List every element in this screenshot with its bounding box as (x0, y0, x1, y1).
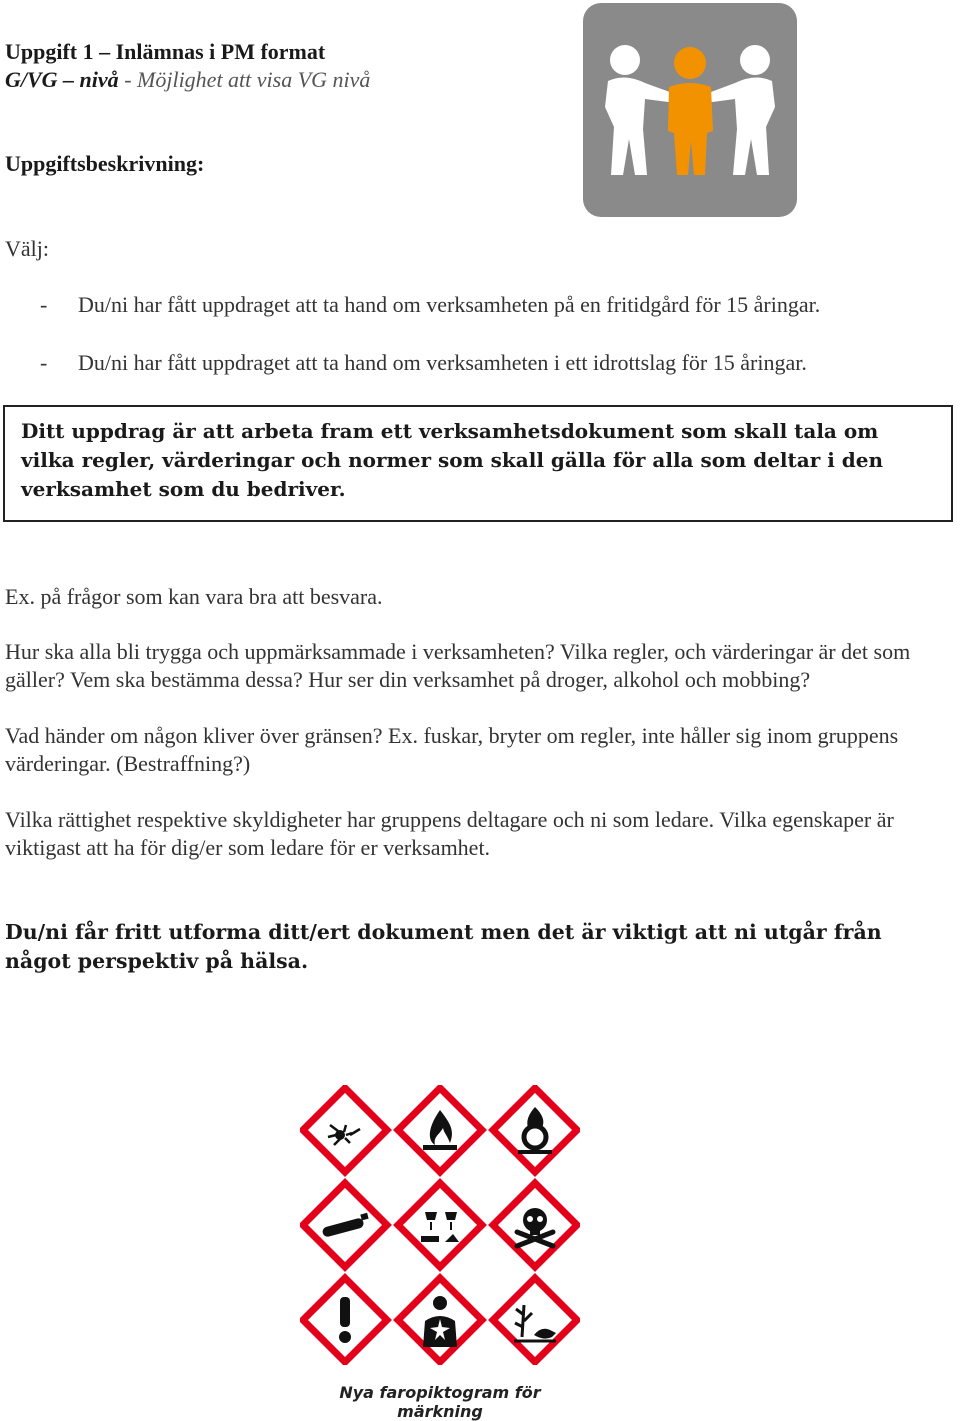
level-line (5, 67, 370, 93)
gas-cylinder-icon (303, 1183, 387, 1267)
final-note: Du/ni får fritt utforma ditt/ert dokument men det är viktigt att ni utgår från något perspektiv på hälsa. (5, 920, 882, 973)
toxic-skull-icon (493, 1183, 577, 1267)
level-label: G/VG – nivå (5, 67, 119, 92)
exclamation-icon (303, 1278, 387, 1362)
level-note: - Möjlighet att visa VG nivå (118, 67, 371, 92)
environment-icon (493, 1278, 577, 1362)
question-paragraph: Hur ska alla bli trygga och uppmärksammade i verksamheten? Vilka regler, och värderingar är det som gäller? Vem ska bestämma dessa? Hur ser din verksamhet på droger, alkohol och mobbing? (5, 639, 911, 692)
flammable-icon (398, 1088, 482, 1172)
option-text: Du/ni har fått uppdraget att ta hand om verksamheten på en fritidgård för 15 åringar. (78, 292, 821, 317)
question-paragraph: Vilka rättighet respektive skyldigheter har gruppens deltagare och ni som ledare. Vilka egenskaper är viktigast att ha för dig/er som ledare för er verksamhet. (5, 807, 894, 860)
option-text: Du/ni har fått uppdraget att ta hand om verksamheten i ett idrottslag för 15 åringar. (78, 350, 807, 375)
option-item: - Du/ni har fått uppdraget att ta hand om verksamheten i ett idrottslag för 15 åringar. (40, 350, 807, 375)
oxidizing-icon (493, 1088, 577, 1172)
examples-intro: Ex. på frågor som kan vara bra att besvara. (5, 584, 383, 609)
group-people-icon (583, 3, 797, 217)
assignment-text: Ditt uppdrag är att arbeta fram ett verksamhetsdokument som skall tala om vilka regler, värderingar och normer som skall gälla för alla som deltar i den verksamhet som du bedriver. (21, 419, 884, 501)
question-paragraph: Vad händer om någon kliver över gränsen? Ex. fuskar, bryter om regler, inte håller sig inom gruppens värderingar. (Bestraffning?) (5, 723, 899, 776)
hazard-pictograms (300, 1085, 580, 1365)
health-hazard-icon (398, 1278, 482, 1362)
choose-label: Välj: (5, 236, 49, 261)
pictogram-caption: Nya faropiktogram för märkning (339, 1383, 541, 1421)
option-item: - Du/ni har fått uppdraget att ta hand om verksamheten på en fritidgård för 15 åringar. (40, 292, 821, 317)
page-title: Uppgift 1 – Inlämnas i PM format (5, 39, 326, 64)
corrosive-icon (398, 1183, 482, 1267)
section-heading: Uppgiftsbeskrivning: (5, 151, 205, 176)
assignment-box (3, 405, 953, 522)
explosive-icon (303, 1088, 387, 1172)
